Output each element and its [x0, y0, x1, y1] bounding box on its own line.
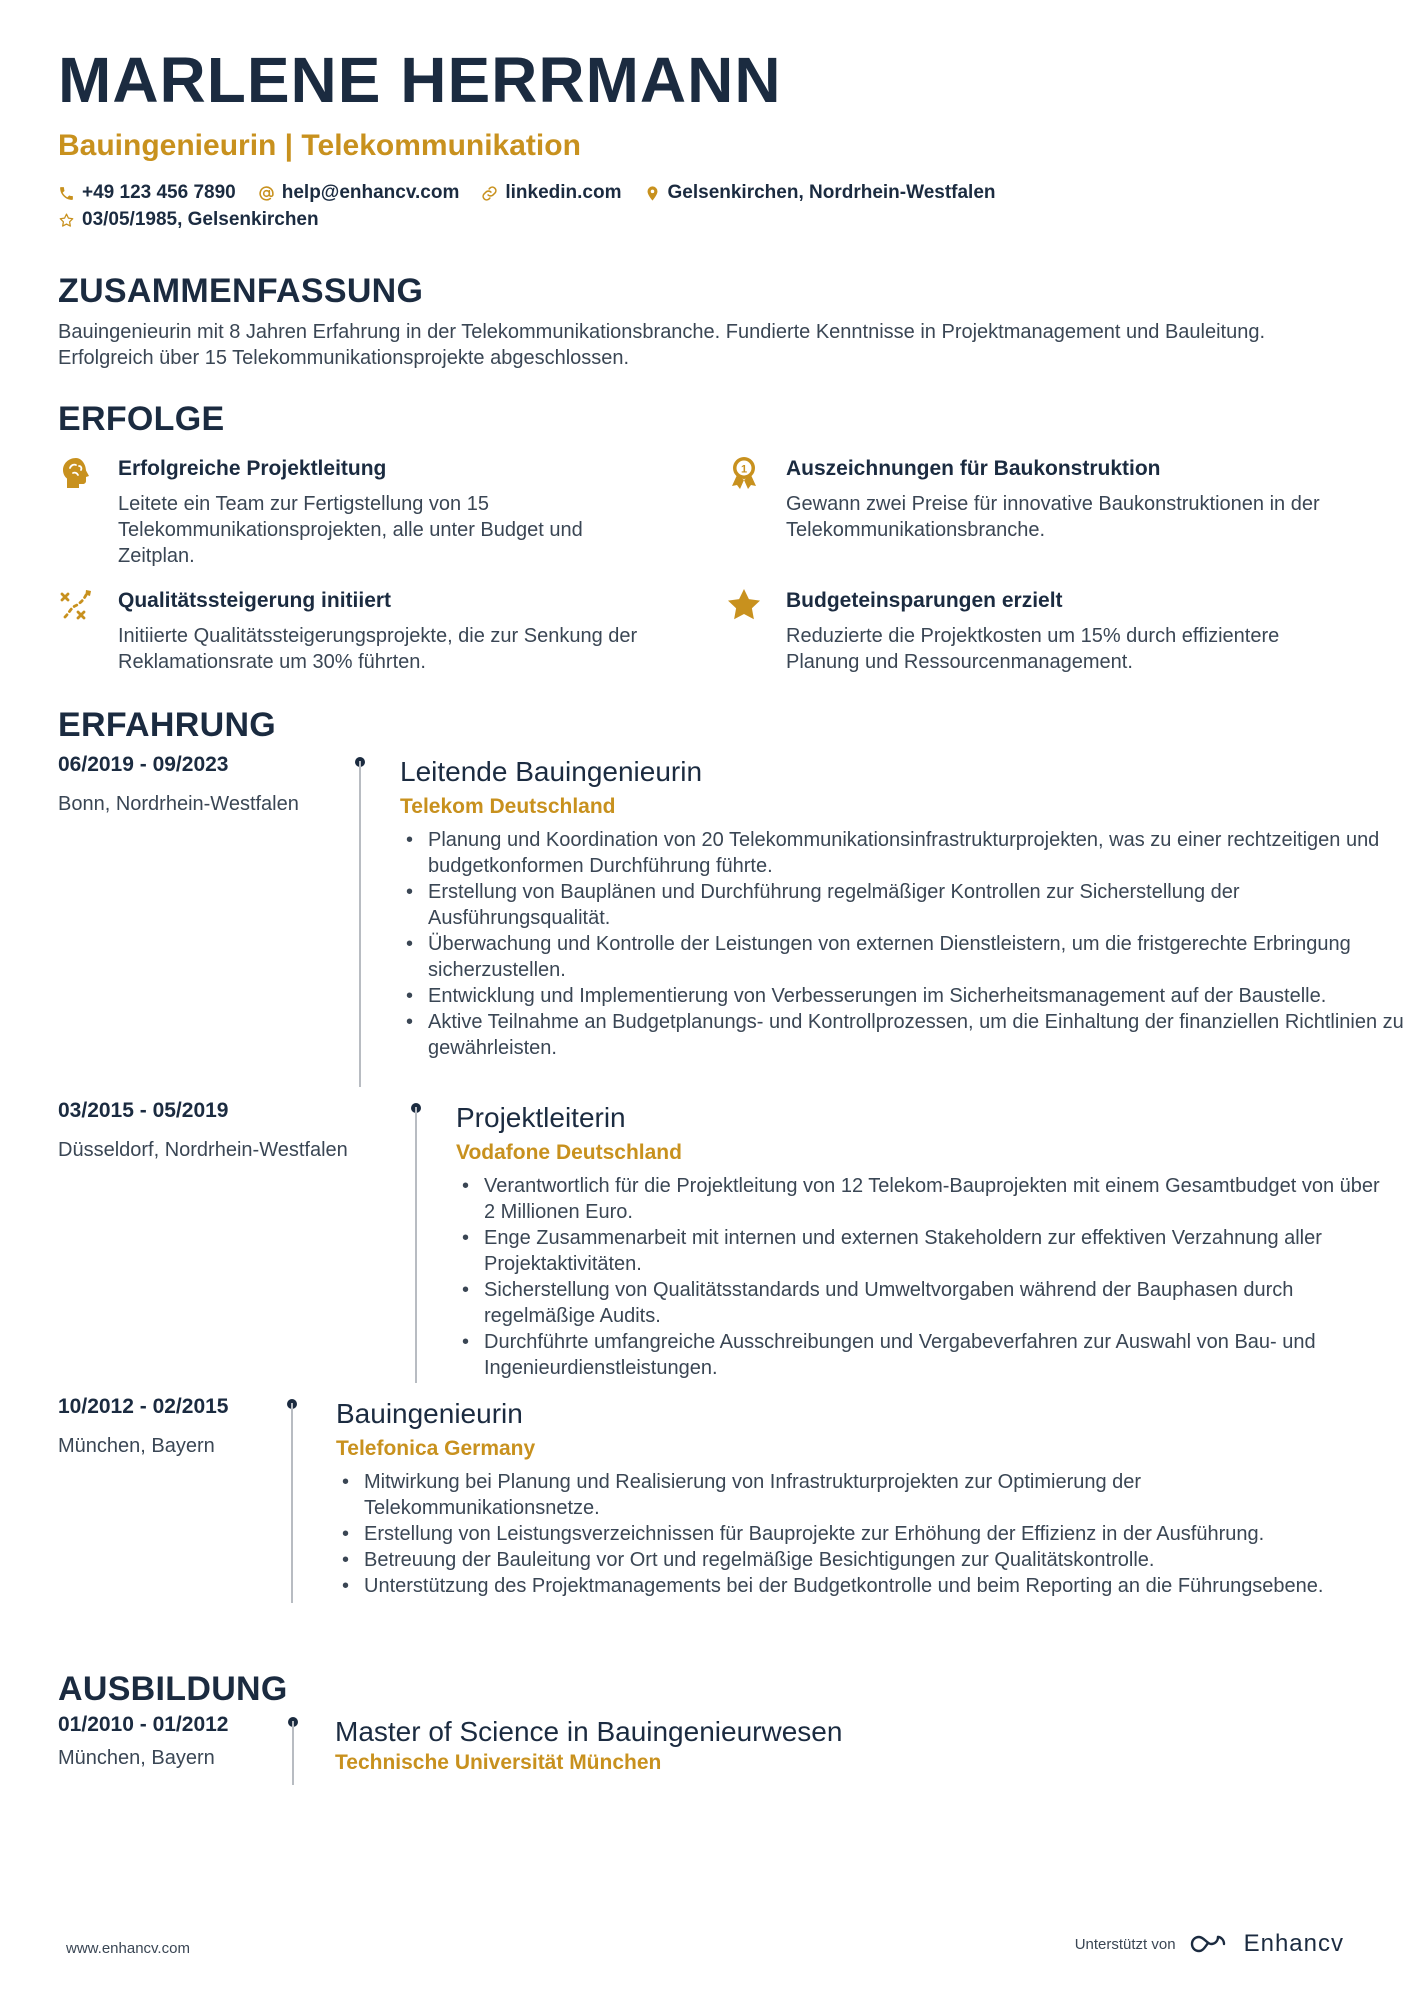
job-entry: [58, 1097, 1380, 1393]
location-text: Gelsenkirchen, Nordrhein-Westfalen: [667, 182, 996, 203]
job-company: Telefonica Germany: [336, 1437, 536, 1460]
job-meta: [58, 1097, 348, 1163]
achievements-section: [58, 399, 1352, 687]
email-text: help@enhancv.com: [281, 182, 460, 203]
strategy-path-icon: [58, 587, 94, 623]
candidate-name: MARLENE HERRMANN: [58, 44, 782, 116]
achievement-text: Initiierte Qualitätssteigerungsprojekte, die zur Senkung der Reklamationsrate um 30% führten.: [118, 625, 638, 673]
education-entry: [58, 1711, 1352, 1791]
contact-email[interactable]: [258, 180, 460, 206]
education-details: [335, 1715, 1235, 1777]
job-bullets: [400, 827, 1410, 1061]
svg-text:1: 1: [740, 463, 748, 476]
job-bullet: • Betreuung der Bauleitung vor Ort und regelmäßige Besichtigungen zur Qualitätskontrolle.: [336, 1547, 1336, 1573]
job-bullet: • Durchführte umfangreiche Ausschreibungen und Vergabeverfahren zur Auswahl von Bau- und Ingenieurdienstleistungen.: [456, 1329, 1396, 1381]
powered-by-text: Unterstützt von: [1074, 1935, 1176, 1953]
job-bullet: • Enge Zusammenarbeit mit internen und externen Stakeholdern zur effektiven Verzahnung aller Projektaktivitäten.: [456, 1225, 1396, 1277]
job-details: [456, 1101, 1396, 1381]
brain-head-icon: [58, 455, 94, 491]
education-section: [58, 1669, 1352, 1791]
job-bullet: • Erstellung von Leistungsverzeichnissen für Bauprojekte zur Erhöhung der Effizienz in der Ausführung.: [336, 1521, 1336, 1547]
job-bullet: • Verantwortlich für die Projektleitung von 12 Telekom-Bauprojekten mit einem Gesamtbudget von über 2 Millionen Euro.: [456, 1173, 1396, 1225]
at-icon: [258, 185, 275, 202]
job-bullet: • Unterstützung des Projektmanagements bei der Budgetkontrolle und beim Reporting an die Führungsebene.: [336, 1573, 1336, 1599]
achievement-text: Leitete ein Team zur Fertigstellung von 15 Telekommunikationsprojekten, alle unter Budget und Zeitplan.: [118, 493, 583, 567]
timeline-line: [359, 761, 361, 1087]
job-bullet: • Überwachung und Kontrolle der Leistungen von externen Dienstleistern, um die fristgerechte Erbringung sicherzustellen.: [400, 931, 1410, 983]
job-entry: [58, 751, 1404, 1097]
job-meta: [58, 751, 299, 817]
linkedin-text: linkedin.com: [505, 182, 622, 203]
contact-info: [58, 180, 1352, 233]
timeline-line: [292, 1721, 294, 1785]
link-icon: [481, 185, 498, 202]
education-location: München, Bayern: [58, 1747, 215, 1769]
enhancv-brand: Enhancv: [1243, 1930, 1344, 1957]
job-details: [400, 755, 1410, 1061]
achievements-heading: ERFOLGE: [58, 400, 225, 438]
achievement-title: Budgeteinsparungen erzielt: [786, 589, 1063, 612]
job-date: 06/2019 - 09/2023: [58, 753, 229, 776]
footer-branding: [1075, 1930, 1344, 1958]
job-role: Leitende Bauingenieurin: [400, 756, 703, 787]
education-heading: AUSBILDUNG: [58, 1670, 288, 1708]
job-bullet: • Mitwirkung bei Planung und Realisierung von Infrastrukturprojekten zur Optimierung der Telekommunikationsnetze.: [336, 1469, 1336, 1521]
job-meta: [58, 1393, 228, 1459]
contact-birth: [58, 207, 319, 233]
achievement-text: Reduzierte die Projektkosten um 15% durch effizientere Planung und Ressourcenmanagement.: [786, 625, 1280, 673]
achievement-title: Qualitätssteigerung initiiert: [118, 589, 392, 612]
summary-heading: ZUSAMMENFASSUNG: [58, 272, 424, 310]
education-date: 01/2010 - 01/2012: [58, 1713, 229, 1736]
birth-text: 03/05/1985, Gelsenkirchen: [82, 209, 319, 230]
job-bullet: • Entwicklung und Implementierung von Verbesserungen im Sicherheitsmanagement auf der Baustelle.: [400, 983, 1410, 1009]
phone-text: +49 123 456 7890: [82, 182, 236, 203]
award-ribbon-icon: [726, 455, 762, 491]
job-role: Projektleiterin: [456, 1102, 626, 1133]
star-icon: [726, 587, 762, 623]
job-date: 03/2015 - 05/2019: [58, 1099, 229, 1122]
timeline-line: [415, 1107, 417, 1383]
summary-text: Bauingenieurin mit 8 Jahren Erfahrung in der Telekommunikationsbranche. Fundierte Kenntnisse in Projektmanagement und Bauleitung. Erfolgreich über 15 Telekommunikationsprojekte abgeschlossen.: [58, 321, 1266, 369]
job-company: Telekom Deutschland: [400, 795, 616, 818]
location-pin-icon: [644, 185, 661, 202]
job-bullet: • Aktive Teilnahme an Budgetplanungs- und Kontrollprozessen, um die Einhaltung der finanziellen Richtlinien zu gewährleisten.: [400, 1009, 1410, 1061]
job-bullet: • Planung und Koordination von 20 Telekommunikationsinfrastrukturprojekten, was zu einer rechtzeitigen und budgetkonformen Durchführung führte.: [400, 827, 1410, 879]
achievement-title: Auszeichnungen für Baukonstruktion: [786, 457, 1161, 480]
job-entry: [58, 1393, 1352, 1669]
experience-heading: ERFAHRUNG: [58, 706, 277, 744]
job-location: München, Bayern: [58, 1435, 215, 1457]
contact-phone[interactable]: [58, 180, 236, 206]
education-meta: [58, 1711, 228, 1771]
job-bullet: • Erstellung von Bauplänen und Durchführung regelmäßiger Kontrollen zur Sicherstellung der Ausführungsqualität.: [400, 879, 1410, 931]
timeline-line: [291, 1403, 293, 1603]
achievement-title: Erfolgreiche Projektleitung: [118, 457, 387, 480]
education-school: Technische Universität München: [335, 1751, 662, 1774]
job-bullet: • Sicherstellung von Qualitätsstandards und Umweltvorgaben während der Bauphasen durch regelmäßige Audits.: [456, 1277, 1396, 1329]
job-role: Bauingenieurin: [336, 1398, 523, 1429]
phone-icon: [58, 185, 75, 202]
education-degree: Master of Science in Bauingenieurwesen: [335, 1716, 843, 1747]
achievement-text: Gewann zwei Preise für innovative Baukonstruktionen in der Telekommunikationsbranche.: [786, 493, 1320, 541]
job-date: 10/2012 - 02/2015: [58, 1395, 229, 1418]
achievements-grid: [58, 447, 1352, 687]
footer-website[interactable]: www.enhancv.com: [66, 1940, 190, 1957]
contact-location: [644, 180, 996, 206]
job-location: Düsseldorf, Nordrhein-Westfalen: [58, 1139, 348, 1161]
summary-section: [58, 271, 1352, 371]
job-company: Vodafone Deutschland: [456, 1141, 682, 1164]
contact-linkedin[interactable]: [481, 180, 621, 206]
job-details: [336, 1397, 1336, 1599]
job-location: Bonn, Nordrhein-Westfalen: [58, 793, 299, 815]
candidate-title: Bauingenieurin | Telekommunikation: [58, 129, 581, 162]
job-bullets: [336, 1469, 1336, 1599]
experience-section: [58, 705, 1404, 1669]
job-bullets: [456, 1173, 1396, 1381]
enhancv-logo-icon: [1188, 1932, 1234, 1956]
star-outline-icon: [58, 212, 75, 229]
